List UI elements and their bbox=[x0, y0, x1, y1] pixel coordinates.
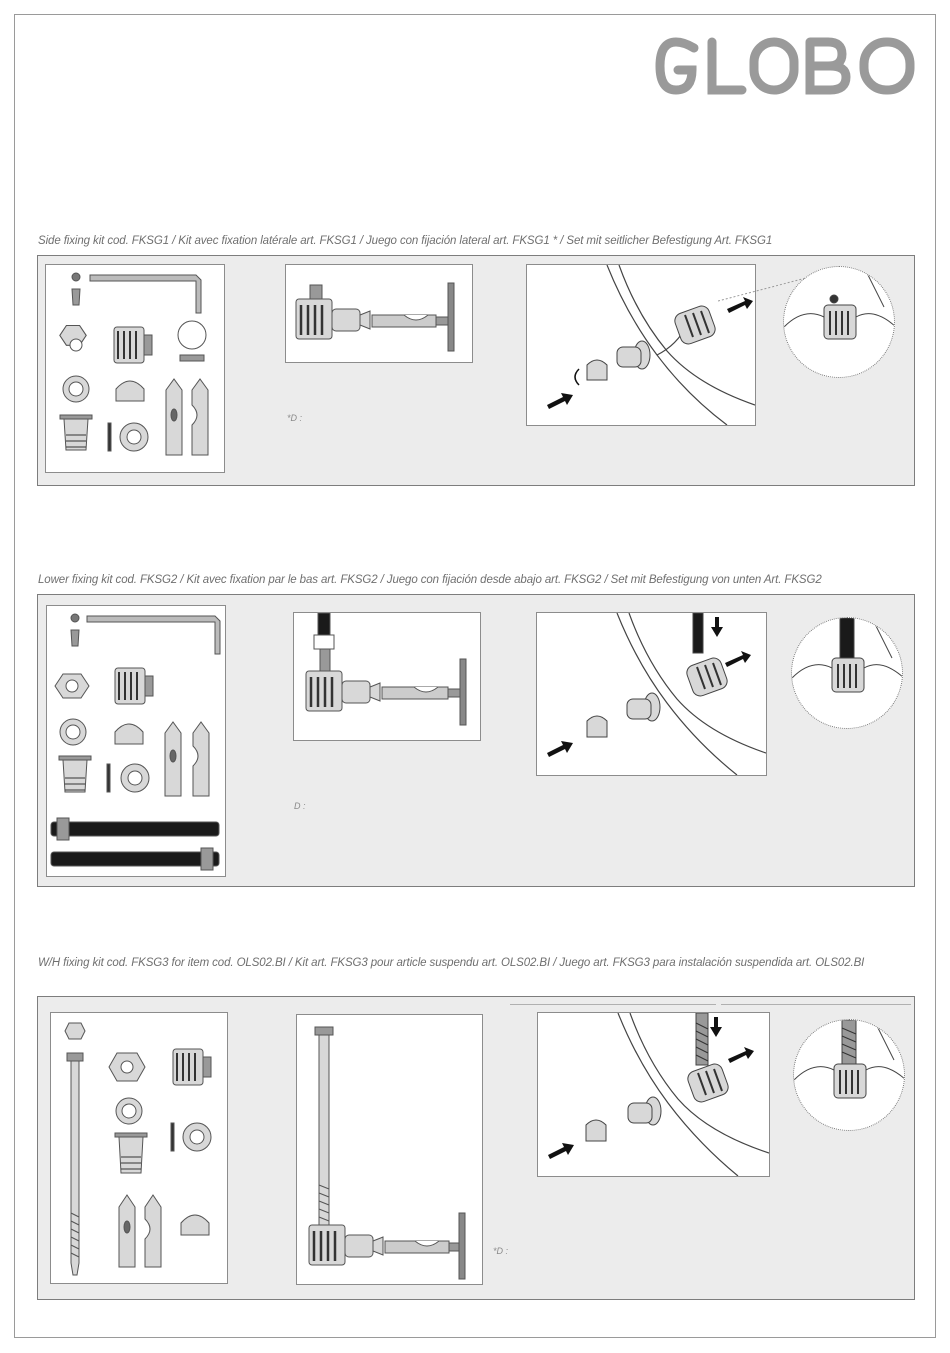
section-3-panel bbox=[37, 996, 915, 1300]
section-2-note: D : bbox=[294, 801, 306, 811]
section-3-divider-left bbox=[510, 1004, 716, 1005]
section-2-detail-zoom bbox=[791, 617, 903, 729]
section-1-note: *D : bbox=[287, 413, 303, 423]
section-1-assembly-box bbox=[285, 264, 473, 363]
section-1-caption: Side fixing kit cod. FKSG1 / Kit avec fixation latérale art. FKSG1 / Juego con fijación lateral art. FKSG1 * / Set mit seitlicher Befestigung Art. FKSG1 bbox=[38, 235, 773, 247]
section-3-parts-drawing bbox=[51, 1013, 227, 1283]
section-2-install-box bbox=[536, 612, 767, 776]
section-2-zoom-drawing bbox=[792, 618, 903, 729]
section-2-install-drawing bbox=[537, 613, 766, 775]
section-2-panel bbox=[37, 594, 915, 887]
section-3-divider-right bbox=[721, 1004, 911, 1005]
section-3-parts-box bbox=[50, 1012, 228, 1284]
globo-logo bbox=[654, 36, 916, 96]
section-3-install-box bbox=[537, 1012, 770, 1177]
section-2-assembly-box bbox=[293, 612, 481, 741]
section-1-assembly-drawing bbox=[286, 265, 472, 362]
section-2-caption: Lower fixing kit cod. FKSG2 / Kit avec fixation par le bas art. FKSG2 / Juego con fijación desde abajo art. FKSG2 / Set mit Befestigung von unten Art. FKSG2 bbox=[38, 574, 822, 586]
section-3-detail-zoom bbox=[793, 1019, 905, 1131]
section-1-parts-drawing bbox=[46, 265, 224, 472]
section-3-note: *D : bbox=[493, 1246, 509, 1256]
section-1-parts-box bbox=[45, 264, 225, 473]
section-2-assembly-drawing bbox=[294, 613, 480, 740]
section-3-assembly-box bbox=[296, 1014, 483, 1285]
section-2-parts-drawing bbox=[47, 606, 225, 876]
logo-text: GLOBO bbox=[654, 36, 658, 37]
section-1-zoom-pointer bbox=[718, 276, 808, 306]
section-3-assembly-drawing bbox=[297, 1015, 482, 1284]
section-2-parts-box bbox=[46, 605, 226, 877]
section-1-panel bbox=[37, 255, 915, 486]
section-3-caption: W/H fixing kit cod. FKSG3 for item cod. OLS02.BI / Kit art. FKSG3 pour article suspendu art. OLS02.BI / Juego art. FKSG3 para instalación suspendida art. OLS02.BI bbox=[38, 957, 865, 969]
section-3-zoom-drawing bbox=[794, 1020, 905, 1131]
section-3-install-drawing bbox=[538, 1013, 769, 1176]
